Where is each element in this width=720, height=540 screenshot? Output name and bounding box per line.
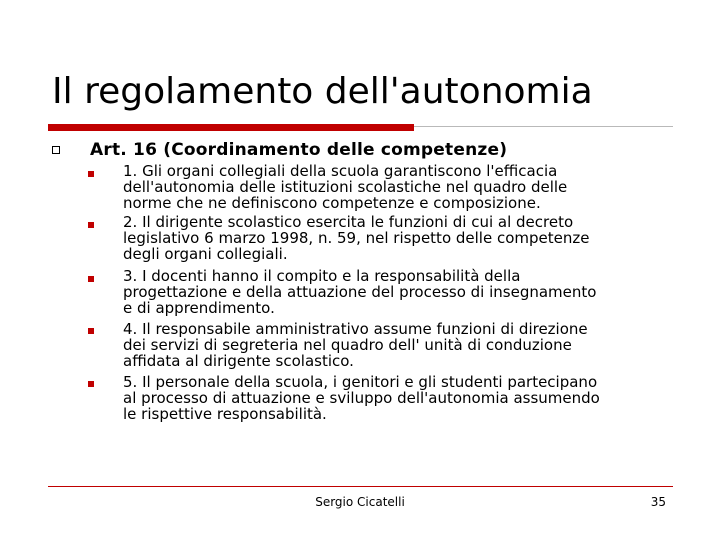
filled-square-bullet-icon — [88, 381, 94, 387]
point-text: 1. Gli organi collegiali della scuola garantiscono l'efficacia dell'autonomia delle istituzioni scolastiche nel quadro delle norme che ne definiscono competenze e composizione. — [123, 162, 568, 212]
article-heading: Art. 16 (Coordinamento delle competenze) — [90, 140, 508, 160]
filled-square-bullet-icon — [88, 276, 94, 282]
footer-divider — [48, 486, 673, 487]
point-text: 2. Il dirigente scolastico esercita le funzioni di cui al decreto legislativo 6 marzo 1998, n. 59, nel rispetto delle competenze degli organi collegiali. — [123, 213, 590, 263]
footer-author: Sergio Cicatelli — [315, 495, 405, 509]
point-text: 3. I docenti hanno il compito e la responsabilità della progettazione e della attuazione del processo di insegnamento e di apprendimento. — [123, 267, 597, 317]
slide-title: Il regolamento dell'autonomia — [52, 71, 593, 112]
title-accent-bar — [48, 124, 414, 131]
page-number: 35 — [650, 495, 666, 509]
point-text: 5. Il personale della scuola, i genitori e gli studenti partecipano al processo di attuazione e sviluppo dell'autonomia assumendo le rispettive responsabilità. — [123, 373, 600, 423]
hollow-square-bullet-icon — [52, 146, 60, 154]
point-text: 4. Il responsabile amministrativo assume funzioni di direzione dei servizi di segreteria nel quadro dell' unità di conduzione affidata al dirigente scolastico. — [123, 320, 588, 370]
filled-square-bullet-icon — [88, 171, 94, 177]
filled-square-bullet-icon — [88, 328, 94, 334]
filled-square-bullet-icon — [88, 222, 94, 228]
